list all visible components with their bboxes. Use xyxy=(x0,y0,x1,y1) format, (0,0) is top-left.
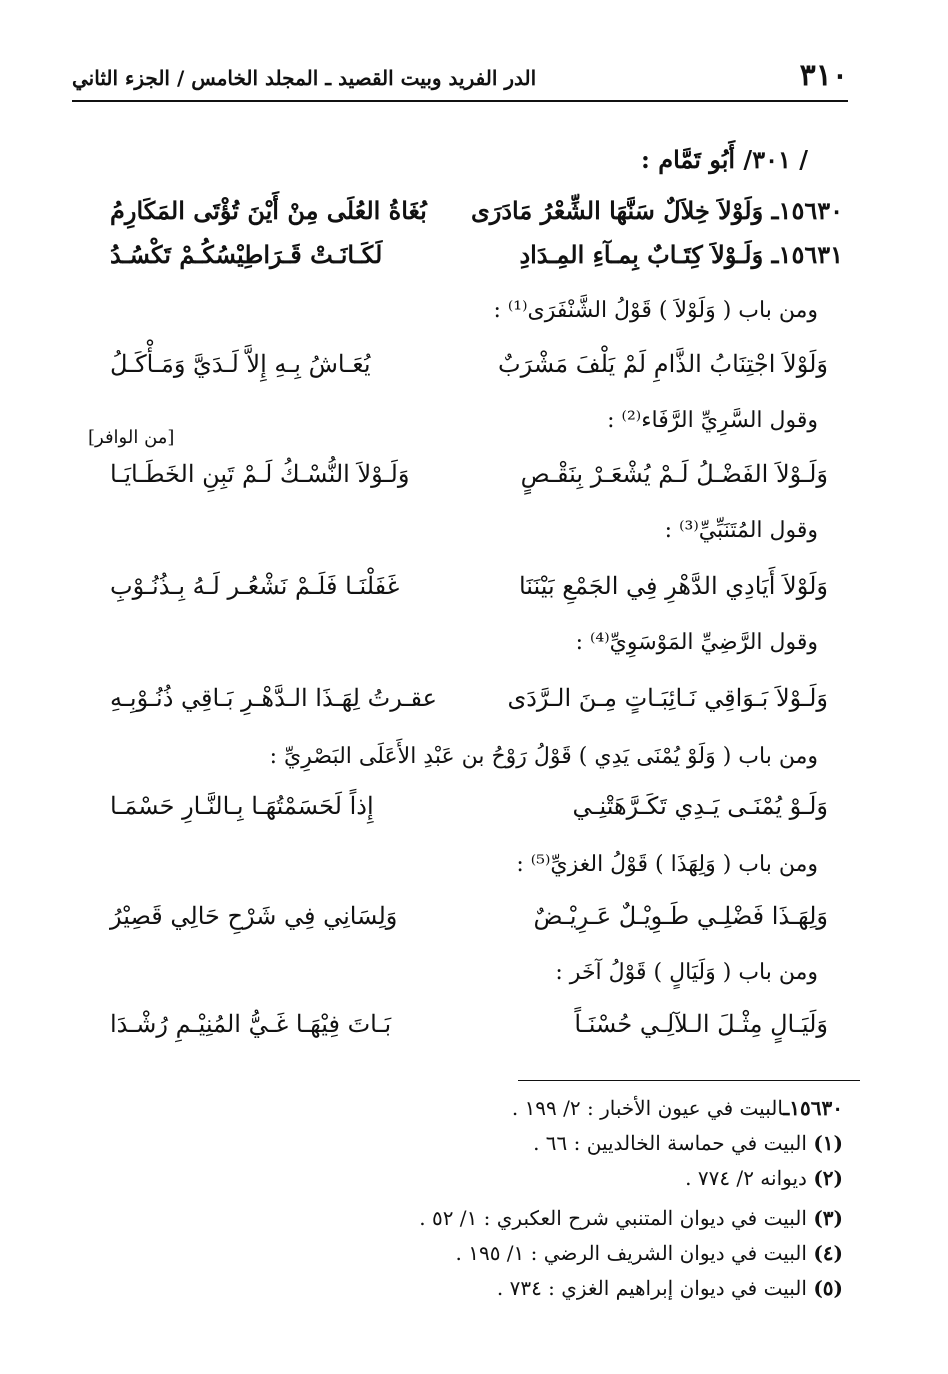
verse-hemistich-first: وَلَـوْلاَ الفَضْـلُ لَـمْ يُشْعَـرْ بِنَقْـصٍ xyxy=(520,460,828,488)
footnote xyxy=(455,1241,843,1265)
running-title: الدر الفريد وبيت القصيد ـ المجلد الخامس / الجزء الثاني xyxy=(72,66,537,90)
header-rule xyxy=(72,100,848,102)
footnote xyxy=(512,1096,843,1120)
verse-intro: وقول المُتَنَبِّيِّ⁽³⁾ : xyxy=(664,518,818,543)
verse-intro: وقول السَّرِيِّ الرَّفَاء⁽²⁾ : xyxy=(607,408,818,433)
footnote-label: (١) xyxy=(813,1131,843,1155)
page-header xyxy=(72,58,848,100)
footnote xyxy=(685,1166,843,1190)
footnote-label: (٥) xyxy=(813,1276,843,1300)
verse-hemistich-first: ١٥٦٣٠ـ وَلَوْلاَ خِلاَلٌ سَنَّهَا الشِّعْرُ مَادَرَى xyxy=(470,196,843,225)
verse-hemistich-first: وَلَيَـالٍ مِثْـلَ الـلآلِـي حُسْنَـاً xyxy=(574,1010,828,1038)
footnote-label: (٣) xyxy=(813,1206,843,1230)
verse-hemistich-second: بُغَاةُ العُلَى مِنْ أَيْنَ تُؤْتَى المَكَارِمُ xyxy=(110,196,427,225)
footnote xyxy=(497,1276,843,1300)
verse-hemistich-first: وَلِهَـذَا فَضْلِـي طَـوِيْـلٌ عَـرِيْـضٌ xyxy=(533,902,828,930)
verse-hemistich-first: وَلَوْلاَ أَيَادِي الدَّهْرِ فِي الجَمْعِ بَيْنَنَا xyxy=(518,572,828,600)
verse-hemistich-second: وَلَـوْلاَ النُّسْـكُ لَـمْ تَبِنِ الخَطَـايَـا xyxy=(110,460,410,488)
meter-label: [من الوافر] xyxy=(88,427,175,448)
section-heading: / ٣٠١/ أَبُو تَمَّام : xyxy=(641,145,808,174)
footnote-text: البيت في ديوان المتنبي شرح العكبري : ١/ ٥٢ . xyxy=(419,1206,807,1230)
verse-intro: ومن باب ( وَلَيَالٍ ) قَوْلُ آخَر : xyxy=(555,960,818,985)
verse-hemistich-first: وَلَوْلاَ اجْتِنَابُ الذَّامِ لَمْ يَلْفَ مَشْرَبٌ xyxy=(498,350,828,378)
page-number: ٣١٠ xyxy=(799,58,848,93)
verse-hemistich-second: إِذاً لَحَسَمْتُهَـا بِـالنَّـارِ حَسْمَـا xyxy=(110,792,374,820)
verse-hemistich-first: ١٥٦٣١ـ وَلَـوْلاَ كِتَـابٌ بِمـآءِ المِـدَادِ xyxy=(519,240,843,269)
verse-intro: ومن باب ( وَلَوْ يُمْنَى يَدِي ) قَوْلُ رَوْحُ بن عَبْدِ الأَعَلَى البَصْرِيِّ : xyxy=(269,744,818,769)
footnote xyxy=(419,1206,843,1230)
footnote xyxy=(533,1131,843,1155)
footnote-text: البيت في ديوان إبراهيم الغزي : ٧٣٤ . xyxy=(496,1276,807,1300)
footnote-text: ديوانه ٢/ ٧٧٤ . xyxy=(685,1166,807,1190)
verse-hemistich-second: بَـاتَ فِيْهَـا غَـيُّ المُنِيْـمِ رُشْـدَا xyxy=(110,1010,392,1038)
verse-hemistich-second: يُعَـاشُ بِـهِ إِلاَّ لَـدَيَّ وَمَـأْكَـلُ xyxy=(110,350,371,378)
verse-hemistich-second: عقـرتُ لِهَـذَا الـدَّهْـرِ بَـاقِي ذُنُـوْبِـهِ xyxy=(110,684,437,712)
footnote-text: البيت في حماسة الخالديين : ٦٦ . xyxy=(533,1131,807,1155)
footnote-label: (٢) xyxy=(813,1166,843,1190)
footnote-label: ١٥٦٣٠ـ xyxy=(783,1096,843,1120)
footnote-label: (٤) xyxy=(813,1241,843,1265)
verse-intro: ومن باب ( وَلِهَذَا ) قَوْلُ الغزيِّ⁽⁵⁾ : xyxy=(516,852,818,877)
verse-intro: ومن باب ( وَلَوْلاَ ) قَوْلُ الشَّنْفَرَى⁽¹⁾ : xyxy=(493,298,818,323)
verse-intro: وقول الرَّضِيِّ المَوْسَوِيِّ⁽⁴⁾ : xyxy=(575,630,818,655)
verse-hemistich-first: وَلَـوْ يُمْنَـى يَـدِي تَكَـرَّهَتْنِـي xyxy=(572,792,828,820)
footnote-rule xyxy=(518,1080,860,1081)
verse-hemistich-second: لَكَـانَـتْ قَـرَاطِيْسُكُـمْ تَكْسُـدُ xyxy=(110,240,383,269)
verse-hemistich-second: غَفَلْنَـا فَلَـمْ نَشْعُـر لَـهُ بِـذُنُـوْبِ xyxy=(110,572,400,600)
verse-hemistich-second: وَلِسَانِي فِي شَرْحِ حَالِي قَصِيْرُ xyxy=(110,902,398,930)
footnote-text: البيت في عيون الأخبار : ٢/ ١٩٩ . xyxy=(511,1096,784,1120)
footnote-text: البيت في ديوان الشريف الرضي : ١/ ١٩٥ . xyxy=(455,1241,807,1265)
verse-hemistich-first: وَلَـوْلاَ بَـوَاقِي نَـائِبَـاتٍ مِـنَ الـرَّدَى xyxy=(507,684,828,712)
